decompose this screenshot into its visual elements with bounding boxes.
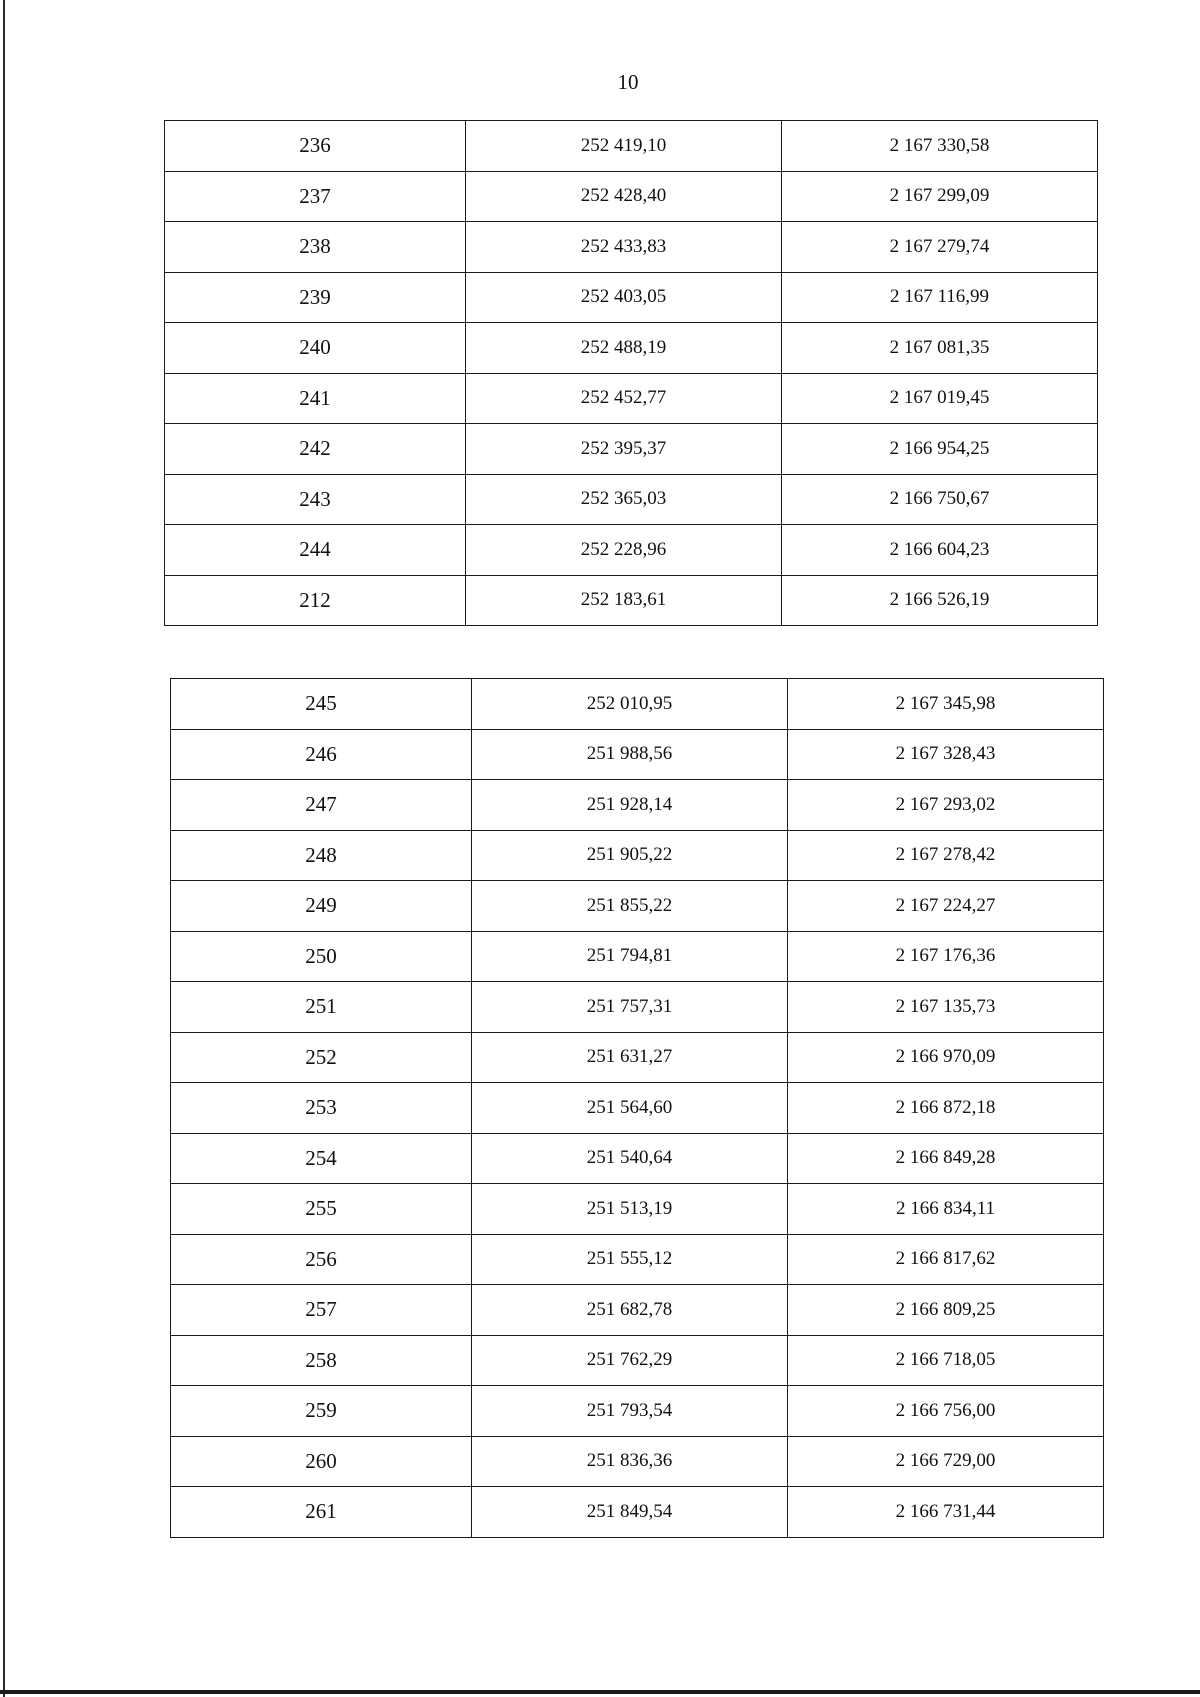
x-coordinate-cell: 251 757,31: [472, 982, 788, 1033]
table-row: [165, 272, 1098, 323]
y-coordinate-cell: 2 167 278,42: [788, 830, 1104, 881]
y-coordinate-cell: 2 167 328,43: [788, 729, 1104, 780]
y-coordinate-cell: 2 166 817,62: [788, 1234, 1104, 1285]
x-coordinate-cell: 252 433,83: [466, 222, 782, 273]
point-number-cell: 244: [165, 525, 466, 576]
point-number-cell: 248: [171, 830, 472, 881]
x-coordinate-cell: 251 564,60: [472, 1083, 788, 1134]
point-number-cell: 259: [171, 1386, 472, 1437]
x-coordinate-cell: 252 428,40: [466, 171, 782, 222]
point-number-cell: 254: [171, 1133, 472, 1184]
point-number-cell: 212: [165, 575, 466, 626]
table-row: [171, 679, 1104, 730]
x-coordinate-cell: 251 905,22: [472, 830, 788, 881]
table-row: [171, 1184, 1104, 1235]
table-row: [171, 881, 1104, 932]
y-coordinate-cell: 2 166 756,00: [788, 1386, 1104, 1437]
table-row: [165, 474, 1098, 525]
y-coordinate-cell: 2 166 809,25: [788, 1285, 1104, 1336]
x-coordinate-cell: 252 365,03: [466, 474, 782, 525]
table-row: [165, 323, 1098, 374]
y-coordinate-cell: 2 167 293,02: [788, 780, 1104, 831]
x-coordinate-cell: 251 849,54: [472, 1487, 788, 1538]
table-row: [171, 1386, 1104, 1437]
table-row: [165, 525, 1098, 576]
point-number-cell: 251: [171, 982, 472, 1033]
table-row: [165, 424, 1098, 475]
coordinates-table-1: [164, 120, 1098, 626]
point-number-cell: 245: [171, 679, 472, 730]
x-coordinate-cell: 252 010,95: [472, 679, 788, 730]
table-row: [171, 931, 1104, 982]
page-left-border: [3, 0, 5, 1697]
x-coordinate-cell: 251 988,56: [472, 729, 788, 780]
page-bottom-border: [0, 1690, 1200, 1694]
table-row: [171, 780, 1104, 831]
point-number-cell: 237: [165, 171, 466, 222]
y-coordinate-cell: 2 167 176,36: [788, 931, 1104, 982]
point-number-cell: 253: [171, 1083, 472, 1134]
page-number: 10: [617, 70, 639, 94]
y-coordinate-cell: 2 166 718,05: [788, 1335, 1104, 1386]
coordinates-table-2-body: [171, 679, 1104, 1538]
y-coordinate-cell: 2 166 731,44: [788, 1487, 1104, 1538]
table-row: [171, 830, 1104, 881]
y-coordinate-cell: 2 167 299,09: [782, 171, 1098, 222]
x-coordinate-cell: 252 419,10: [466, 121, 782, 172]
table-row: [171, 1133, 1104, 1184]
y-coordinate-cell: 2 167 019,45: [782, 373, 1098, 424]
point-number-cell: 241: [165, 373, 466, 424]
y-coordinate-cell: 2 167 135,73: [788, 982, 1104, 1033]
y-coordinate-cell: 2 166 526,19: [782, 575, 1098, 626]
y-coordinate-cell: 2 167 224,27: [788, 881, 1104, 932]
coordinates-table-2: [170, 678, 1104, 1538]
point-number-cell: 256: [171, 1234, 472, 1285]
y-coordinate-cell: 2 166 729,00: [788, 1436, 1104, 1487]
point-number-cell: 250: [171, 931, 472, 982]
x-coordinate-cell: 251 836,36: [472, 1436, 788, 1487]
x-coordinate-cell: 252 228,96: [466, 525, 782, 576]
table-row: [171, 1083, 1104, 1134]
x-coordinate-cell: 252 403,05: [466, 272, 782, 323]
y-coordinate-cell: 2 166 604,23: [782, 525, 1098, 576]
x-coordinate-cell: 251 540,64: [472, 1133, 788, 1184]
x-coordinate-cell: 251 682,78: [472, 1285, 788, 1336]
table-row: [171, 1436, 1104, 1487]
table-row: [171, 1285, 1104, 1336]
point-number-cell: 243: [165, 474, 466, 525]
y-coordinate-cell: 2 166 954,25: [782, 424, 1098, 475]
point-number-cell: 252: [171, 1032, 472, 1083]
y-coordinate-cell: 2 166 849,28: [788, 1133, 1104, 1184]
table-row: [171, 1487, 1104, 1538]
y-coordinate-cell: 2 166 872,18: [788, 1083, 1104, 1134]
coordinates-table-1-body: [165, 121, 1098, 626]
x-coordinate-cell: 252 183,61: [466, 575, 782, 626]
point-number-cell: 240: [165, 323, 466, 374]
point-number-cell: 249: [171, 881, 472, 932]
x-coordinate-cell: 251 793,54: [472, 1386, 788, 1437]
x-coordinate-cell: 252 488,19: [466, 323, 782, 374]
x-coordinate-cell: 252 395,37: [466, 424, 782, 475]
y-coordinate-cell: 2 166 834,11: [788, 1184, 1104, 1235]
point-number-cell: 255: [171, 1184, 472, 1235]
y-coordinate-cell: 2 166 750,67: [782, 474, 1098, 525]
table-row: [171, 729, 1104, 780]
x-coordinate-cell: 251 794,81: [472, 931, 788, 982]
point-number-cell: 258: [171, 1335, 472, 1386]
y-coordinate-cell: 2 166 970,09: [788, 1032, 1104, 1083]
point-number-cell: 242: [165, 424, 466, 475]
point-number-cell: 261: [171, 1487, 472, 1538]
x-coordinate-cell: 251 762,29: [472, 1335, 788, 1386]
point-number-cell: 238: [165, 222, 466, 273]
table-row: [165, 575, 1098, 626]
y-coordinate-cell: 2 167 345,98: [788, 679, 1104, 730]
x-coordinate-cell: 251 631,27: [472, 1032, 788, 1083]
y-coordinate-cell: 2 167 279,74: [782, 222, 1098, 273]
table-row: [165, 373, 1098, 424]
point-number-cell: 236: [165, 121, 466, 172]
point-number-cell: 239: [165, 272, 466, 323]
y-coordinate-cell: 2 167 116,99: [782, 272, 1098, 323]
y-coordinate-cell: 2 167 081,35: [782, 323, 1098, 374]
x-coordinate-cell: 251 855,22: [472, 881, 788, 932]
table-row: [171, 1234, 1104, 1285]
x-coordinate-cell: 251 513,19: [472, 1184, 788, 1235]
x-coordinate-cell: 251 555,12: [472, 1234, 788, 1285]
point-number-cell: 246: [171, 729, 472, 780]
table-row: [171, 982, 1104, 1033]
table-row: [165, 171, 1098, 222]
x-coordinate-cell: 252 452,77: [466, 373, 782, 424]
x-coordinate-cell: 251 928,14: [472, 780, 788, 831]
table-row: [171, 1032, 1104, 1083]
y-coordinate-cell: 2 167 330,58: [782, 121, 1098, 172]
table-row: [165, 121, 1098, 172]
table-row: [171, 1335, 1104, 1386]
point-number-cell: 260: [171, 1436, 472, 1487]
point-number-cell: 247: [171, 780, 472, 831]
point-number-cell: 257: [171, 1285, 472, 1336]
table-row: [165, 222, 1098, 273]
